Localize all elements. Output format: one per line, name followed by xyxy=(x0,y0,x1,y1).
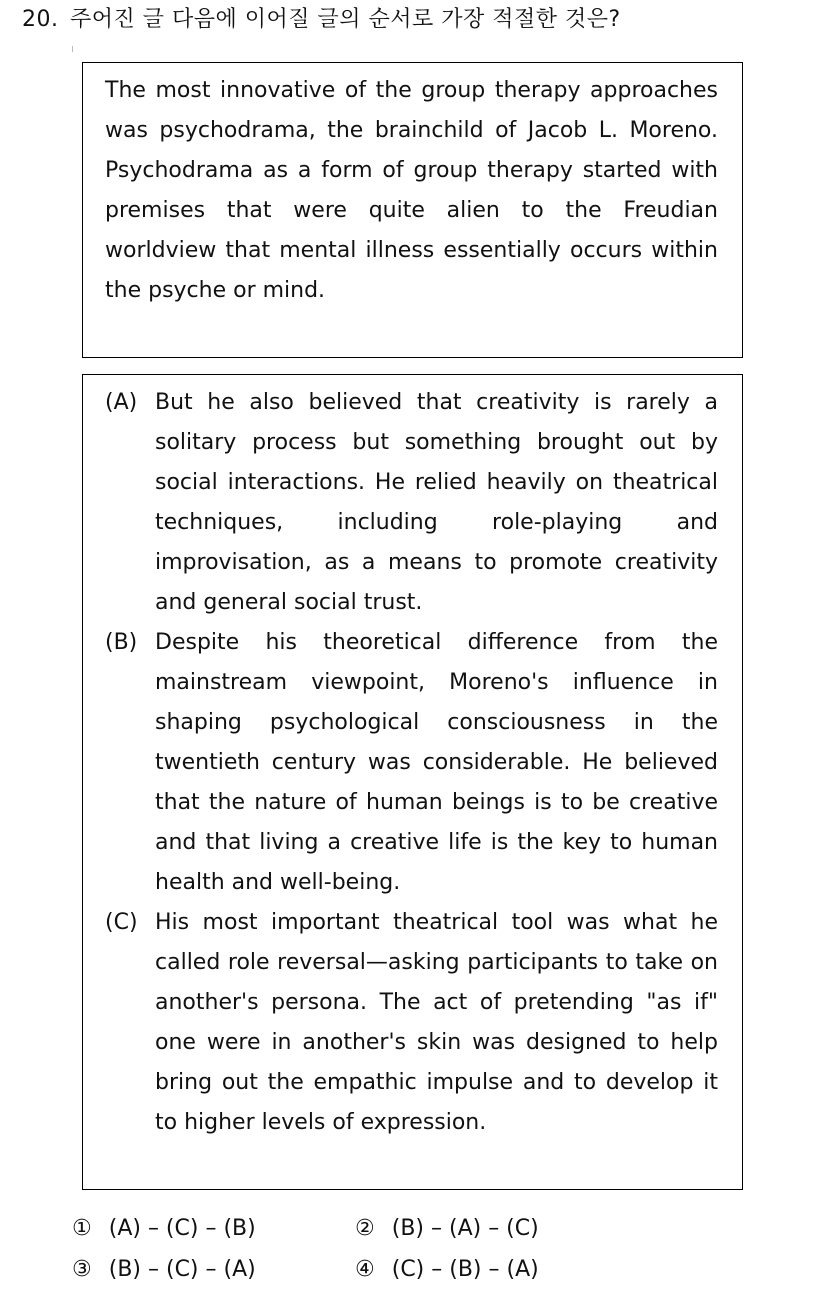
answer-row-2 xyxy=(72,1249,772,1290)
given-passage-box xyxy=(82,62,743,358)
option-c-label: (C) xyxy=(105,910,138,935)
answer-2-text: (B) – (A) – (C) xyxy=(391,1216,539,1241)
answer-4-mark: ④ xyxy=(355,1257,375,1282)
answer-choice-1[interactable] xyxy=(72,1208,355,1249)
question-number: 20. xyxy=(22,7,59,32)
answer-1-text: (A) – (C) – (B) xyxy=(108,1216,256,1241)
question-title xyxy=(22,4,812,36)
option-c xyxy=(105,903,718,1143)
option-b xyxy=(105,623,718,903)
option-c-text: His most important theatrical tool was what he called role reversal—asking participants to take on another's persona. The act of pretending "as if" one were in another's skin was designed to help bring out the empathic impulse and to develop it to higher levels of expression. xyxy=(155,910,718,1135)
answer-4-text: (C) – (B) – (A) xyxy=(391,1257,539,1282)
answer-3-text: (B) – (C) – (A) xyxy=(108,1257,256,1282)
answer-choice-4[interactable] xyxy=(355,1249,638,1290)
answer-choice-2[interactable] xyxy=(355,1208,638,1249)
answer-row-1 xyxy=(72,1208,772,1249)
answer-choices xyxy=(72,1208,772,1290)
answer-3-mark: ③ xyxy=(72,1257,92,1282)
given-passage-text: The most innovative of the group therapy approaches was psychodrama, the brainchild of Jacob L. Moreno. Psychodrama as a form of group therapy started with premises that were quite alien to the Freudian worldview that mental illness essentially occurs within the psyche or mind. xyxy=(105,78,718,303)
answer-choice-3[interactable] xyxy=(72,1249,355,1290)
option-b-label: (B) xyxy=(105,630,138,655)
stray-mark xyxy=(72,46,73,52)
option-a-text: But he also believed that creativity is rarely a solitary process but something brought out by social interactions. He relied heavily on theatrical techniques, including role-playing and improvisation, as a means to promote creativity and general social trust. xyxy=(155,390,718,615)
question-text: 주어진 글 다음에 이어질 글의 순서로 가장 적절한 것은? xyxy=(70,7,621,32)
answer-1-mark: ① xyxy=(72,1216,92,1241)
option-b-text: Despite his theoretical difference from the mainstream viewpoint, Moreno's influence in shaping psychological consciousness in the twentieth century was considerable. He believed that the nature of human beings is to be creative and that living a creative life is the key to human health and well-being. xyxy=(155,630,718,895)
answer-2-mark: ② xyxy=(355,1216,375,1241)
option-a xyxy=(105,383,718,623)
ordering-options-box xyxy=(82,374,743,1190)
option-a-label: (A) xyxy=(105,390,138,415)
